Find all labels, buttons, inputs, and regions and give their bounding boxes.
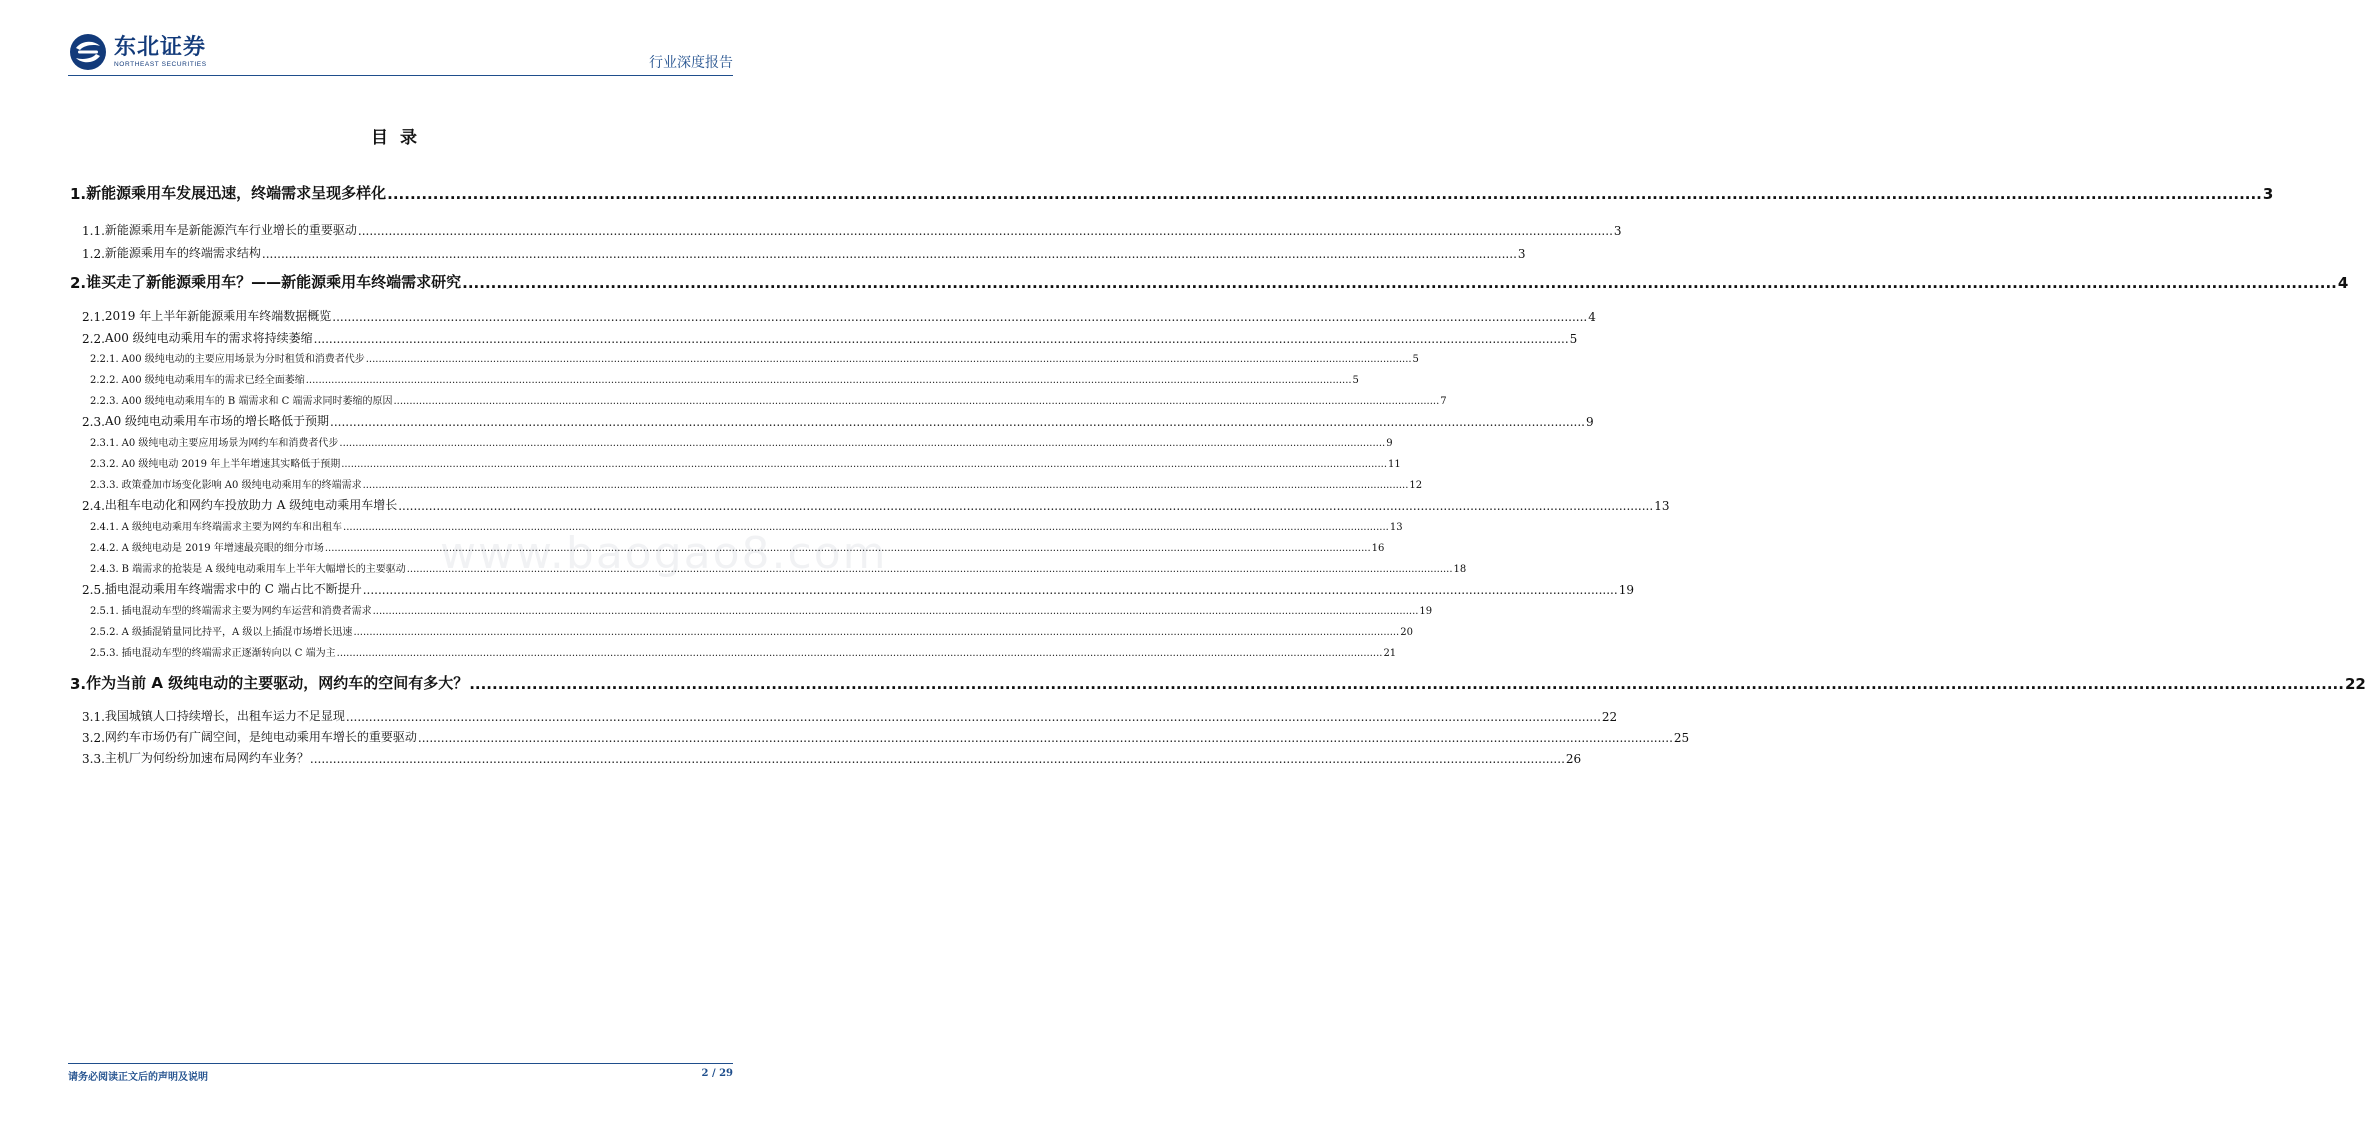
toc-entry-title: 新能源乘用车是新能源汽车行业增长的重要驱动 bbox=[104, 223, 357, 237]
toc-entry-2-1[interactable] bbox=[82, 306, 1596, 324]
toc-entry-page: 13 bbox=[1389, 522, 1403, 533]
toc-entry-title: 政策叠加市场变化影响 A0 级纯电动乘用车的终端需求 bbox=[121, 480, 362, 491]
toc-leader-dots bbox=[387, 185, 2262, 203]
toc-entry-title: 新能源乘用车发展迅速，终端需求呈现多样化 bbox=[86, 184, 387, 202]
toc-entry-number: 3.1. bbox=[82, 710, 105, 724]
toc-entry-1-2[interactable] bbox=[82, 243, 1526, 261]
toc-entry-2[interactable] bbox=[70, 270, 2349, 292]
toc-entry-2-5-2[interactable] bbox=[90, 623, 1413, 638]
toc-entry-number: 2.4.1. bbox=[90, 522, 119, 533]
toc-entry-title: A0 级纯电动主要应用场景为网约车和消费者代步 bbox=[121, 438, 339, 449]
toc-entry-2-2-3[interactable] bbox=[90, 392, 1447, 407]
toc-entry-3-2[interactable] bbox=[82, 727, 1690, 745]
toc-leader-dots bbox=[330, 415, 1585, 429]
toc-leader-dots bbox=[306, 375, 1352, 386]
footer-disclaimer: 请务必阅读正文后的声明及说明 bbox=[68, 1072, 208, 1083]
toc-entry-2-4[interactable] bbox=[82, 495, 1670, 513]
toc-entry-page: 18 bbox=[1453, 564, 1467, 575]
toc-entry-title: A0 级纯电动 2019 年上半年增速其实略低于预期 bbox=[121, 459, 341, 470]
toc-entry-number: 2.5.2. bbox=[90, 627, 119, 638]
toc-entry-page: 5 bbox=[1412, 354, 1419, 365]
toc-entry-page: 12 bbox=[1409, 480, 1423, 491]
toc-entry-number: 2.3.3. bbox=[90, 480, 119, 491]
toc-entry-page: 22 bbox=[1601, 710, 1618, 724]
toc-entry-title: 我国城镇人口持续增长，出租车运力不足显现 bbox=[104, 709, 345, 723]
page-header bbox=[68, 28, 733, 74]
toc-entry-number: 2. bbox=[70, 274, 87, 292]
toc-entry-1[interactable] bbox=[70, 181, 2274, 203]
toc-entry-number: 2.1. bbox=[82, 310, 105, 324]
toc-leader-dots bbox=[332, 310, 1587, 324]
toc-entry-2-5-3[interactable] bbox=[90, 644, 1397, 659]
toc-entry-page: 9 bbox=[1386, 438, 1393, 449]
toc-leader-dots bbox=[366, 354, 1412, 365]
toc-entry-number: 3.2. bbox=[82, 731, 105, 745]
toc-leader-dots bbox=[310, 752, 1565, 766]
toc-entry-number: 1.1. bbox=[82, 224, 105, 238]
toc-entry-number: 2.5. bbox=[82, 583, 105, 597]
toc-leader-dots bbox=[341, 459, 1387, 470]
toc-entry-2-2-1[interactable] bbox=[90, 350, 1419, 365]
toc-entry-number: 2.2.3. bbox=[90, 396, 119, 407]
toc-entry-page: 21 bbox=[1383, 648, 1397, 659]
toc-entry-2-2[interactable] bbox=[82, 328, 1578, 346]
toc-leader-dots bbox=[418, 731, 1673, 745]
toc-entry-title: A 级插混销量同比持平，A 级以上插混市场增长迅速 bbox=[121, 627, 353, 638]
toc-entry-page: 3 bbox=[1613, 224, 1622, 238]
toc-entry-page: 3 bbox=[2262, 185, 2274, 203]
toc-entry-page: 19 bbox=[1419, 606, 1433, 617]
header-divider bbox=[68, 75, 733, 76]
toc-entry-2-3-2[interactable] bbox=[90, 455, 1401, 470]
toc-entry-number: 2.3.1. bbox=[90, 438, 119, 449]
toc-entry-page: 20 bbox=[1400, 627, 1413, 638]
company-logo bbox=[68, 32, 207, 72]
toc-leader-dots bbox=[398, 499, 1653, 513]
toc-leader-dots bbox=[373, 606, 1419, 617]
toc-entry-number: 2.4.2. bbox=[90, 543, 119, 554]
toc-entry-page: 22 bbox=[2344, 675, 2366, 693]
toc-entry-title: 新能源乘用车的终端需求结构 bbox=[104, 246, 261, 260]
report-type-label: 行业深度报告 bbox=[649, 55, 733, 71]
toc-entry-2-2-2[interactable] bbox=[90, 371, 1359, 386]
company-name-cn: 东北证券 bbox=[114, 34, 207, 60]
toc-entry-title: 主机厂为何纷纷加速布局网约车业务？ bbox=[104, 751, 309, 765]
toc-entry-title: A00 级纯电动乘用车的需求将持续萎缩 bbox=[104, 331, 313, 345]
toc-entry-page: 4 bbox=[2337, 274, 2349, 292]
toc-entry-2-3-3[interactable] bbox=[90, 476, 1423, 491]
toc-leader-dots bbox=[314, 332, 1569, 346]
toc-entry-page: 5 bbox=[1569, 332, 1578, 346]
toc-entry-3-3[interactable] bbox=[82, 748, 1582, 766]
toc-entry-title: 谁买走了新能源乘用车？——新能源乘用车终端需求研究 bbox=[86, 273, 462, 291]
company-name-en: NORTHEAST SECURITIES bbox=[114, 60, 207, 68]
toc-leader-dots bbox=[337, 648, 1383, 659]
footer-page-number: 2 / 29 bbox=[701, 1068, 733, 1079]
toc-entry-3-1[interactable] bbox=[82, 706, 1618, 724]
toc-entry-2-5[interactable] bbox=[82, 579, 1634, 597]
toc-entry-page: 26 bbox=[1565, 752, 1582, 766]
toc-entry-page: 25 bbox=[1673, 731, 1690, 745]
toc-entry-page: 9 bbox=[1586, 415, 1594, 429]
toc-entry-number: 2.4. bbox=[82, 499, 105, 513]
toc-leader-dots bbox=[353, 627, 1399, 638]
toc-entry-2-3-1[interactable] bbox=[90, 434, 1393, 449]
toc-entry-page: 11 bbox=[1388, 459, 1401, 470]
toc-entry-page: 13 bbox=[1654, 499, 1670, 513]
toc-entry-title: A00 级纯电动乘用车的 B 端需求和 C 端需求同时萎缩的原因 bbox=[121, 396, 393, 407]
toc-entry-page: 16 bbox=[1371, 543, 1385, 554]
toc-entry-page: 7 bbox=[1440, 396, 1447, 407]
toc-entry-title: B 端需求的抢装是 A 级纯电动乘用车上半年大幅增长的主要驱动 bbox=[121, 564, 406, 575]
toc-entry-1-1[interactable] bbox=[82, 220, 1622, 238]
toc-entry-number: 2.2.1. bbox=[90, 354, 119, 365]
toc-entry-title: 插电混动车型的终端需求主要为网约车运营和消费者需求 bbox=[121, 606, 372, 617]
toc-entry-2-5-1[interactable] bbox=[90, 602, 1433, 617]
toc-entry-title: A 级纯电动乘用车终端需求主要为网约车和出租车 bbox=[121, 522, 343, 533]
toc-entry-title: 出租车电动化和网约车投放助力 A 级纯电动乘用车增长 bbox=[104, 498, 398, 512]
toc-entry-title: A00 级纯电动的主要应用场景为分时租赁和消费者代步 bbox=[121, 354, 365, 365]
watermark: www.baogao8.com bbox=[440, 528, 888, 579]
toc-heading: 目录 bbox=[371, 128, 429, 148]
toc-leader-dots bbox=[462, 274, 2337, 292]
toc-leader-dots bbox=[469, 675, 2344, 693]
toc-entry-page: 19 bbox=[1618, 583, 1634, 597]
toc-entry-number: 2.3. bbox=[82, 415, 105, 429]
toc-entry-3[interactable] bbox=[70, 671, 2366, 693]
toc-entry-number: 1.2. bbox=[82, 247, 105, 261]
toc-entry-number: 2.5.1. bbox=[90, 606, 119, 617]
toc-entry-number: 2.2.2. bbox=[90, 375, 119, 386]
toc-entry-page: 5 bbox=[1352, 375, 1359, 386]
toc-entry-title: A0 级纯电动乘用车市场的增长略低于预期 bbox=[104, 414, 330, 428]
toc-leader-dots bbox=[346, 710, 1601, 724]
toc-entry-title: 2019 年上半年新能源乘用车终端数据概览 bbox=[104, 309, 332, 323]
toc-entry-title: 插电混动乘用车终端需求中的 C 端占比不断提升 bbox=[104, 582, 362, 596]
toc-entry-page: 3 bbox=[1517, 247, 1526, 261]
toc-entry-number: 2.5.3. bbox=[90, 648, 119, 659]
toc-entry-title: 作为当前 A 级纯电动的主要驱动，网约车的空间有多大？ bbox=[86, 674, 469, 692]
toc-leader-dots bbox=[358, 224, 1613, 238]
toc-entry-number: 1. bbox=[70, 185, 87, 203]
toc-leader-dots bbox=[363, 583, 1618, 597]
toc-entry-number: 3. bbox=[70, 675, 87, 693]
toc-entry-title: 插电混动车型的终端需求正逐渐转向以 C 端为主 bbox=[121, 648, 336, 659]
toc-entry-number: 2.3.2. bbox=[90, 459, 119, 470]
company-logo-icon bbox=[68, 32, 108, 72]
toc-leader-dots bbox=[339, 438, 1385, 449]
footer-divider bbox=[68, 1063, 733, 1064]
toc-entry-title: A 级纯电动是 2019 年增速最亮眼的细分市场 bbox=[121, 543, 324, 554]
toc-leader-dots bbox=[393, 396, 1439, 407]
toc-entry-2-3[interactable] bbox=[82, 411, 1594, 429]
toc-leader-dots bbox=[363, 480, 1409, 491]
toc-entry-title: 网约车市场仍有广阔空间，是纯电动乘用车增长的重要驱动 bbox=[104, 730, 417, 744]
toc-entry-title: A00 级纯电动乘用车的需求已经全面萎缩 bbox=[121, 375, 305, 386]
toc-entry-page: 4 bbox=[1588, 310, 1596, 324]
toc-leader-dots bbox=[262, 247, 1517, 261]
toc-entry-number: 3.3. bbox=[82, 752, 105, 766]
toc-entry-number: 2.4.3. bbox=[90, 564, 119, 575]
toc-entry-number: 2.2. bbox=[82, 332, 105, 346]
